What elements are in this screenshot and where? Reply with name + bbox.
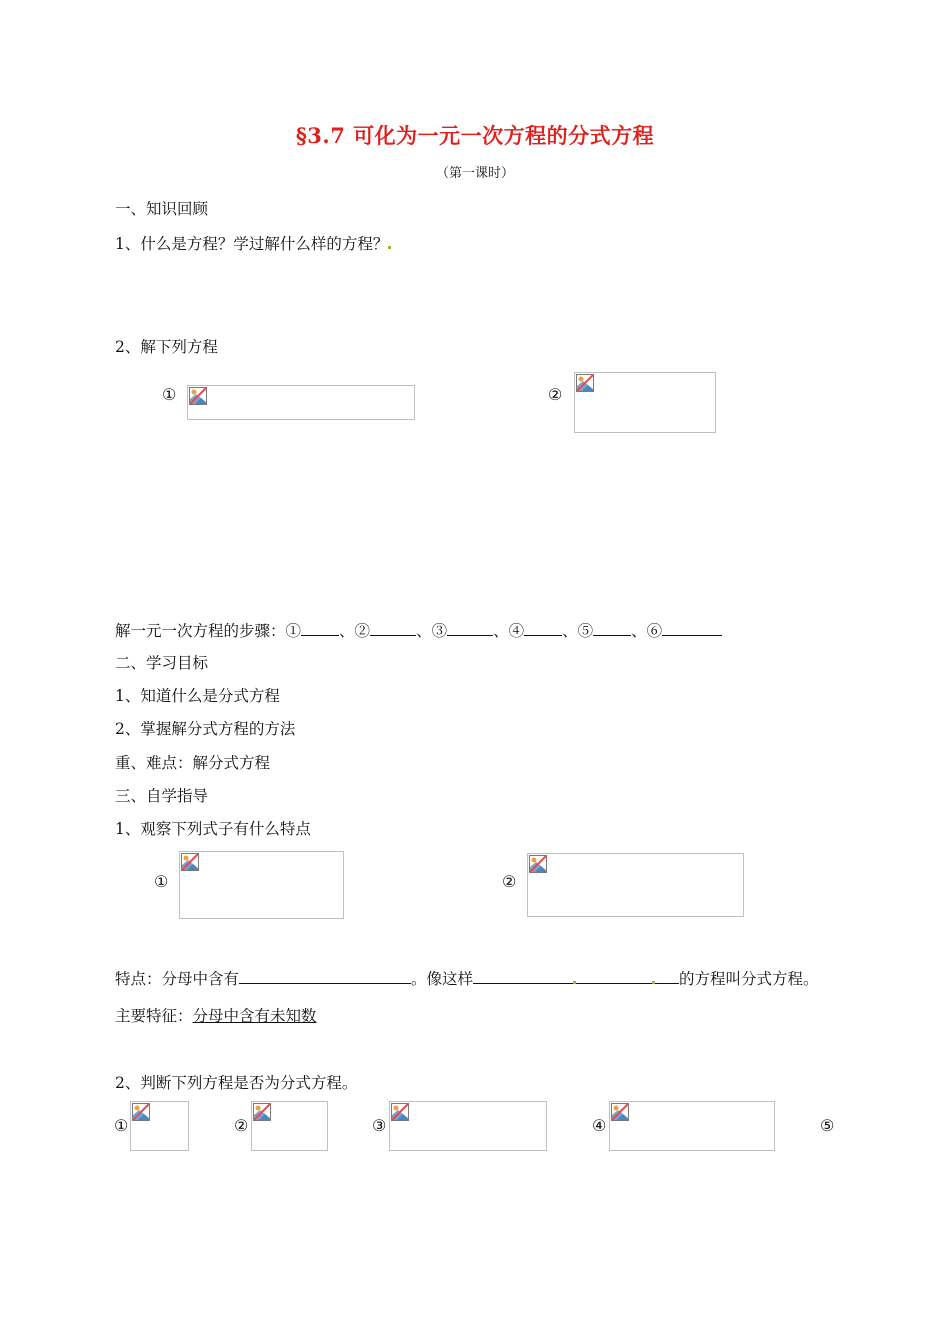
page-subtitle: （第一课时） [435, 166, 514, 181]
step-blank-1[interactable] [301, 621, 339, 636]
goal-2: 2、掌握解分式方程的方法 [115, 720, 296, 738]
broken-image-icon [529, 855, 547, 873]
step-blank-2[interactable] [370, 621, 416, 636]
separator: 、 [631, 622, 647, 640]
judge-image-3 [389, 1101, 547, 1151]
broken-image-icon [132, 1103, 150, 1121]
section2-heading: 二、学习目标 [115, 654, 209, 672]
goal-1: 1、知道什么是分式方程 [115, 687, 280, 705]
broken-image-icon [189, 387, 207, 405]
separator: 、 [339, 622, 355, 640]
step-blank-3[interactable] [447, 621, 493, 636]
equation-image-1 [187, 385, 415, 420]
step-mark-5: ⑤ [577, 622, 594, 640]
page-title: §3.7 可化为一元一次方程的分式方程 [295, 123, 655, 148]
feature-prefix: 特点：分母中含有 [115, 970, 240, 988]
feature-blank-3[interactable] [576, 969, 652, 984]
observe-mark-1: ① [154, 872, 169, 891]
observe-mark-2: ② [502, 872, 517, 891]
observe-image-2 [527, 853, 744, 917]
judge-image-2 [251, 1101, 328, 1151]
step-mark-2: ② [354, 622, 371, 640]
feature-mid: 。像这样 [411, 970, 474, 988]
judge-mark-2: ② [234, 1116, 249, 1135]
judge-mark-4: ④ [592, 1116, 607, 1135]
broken-image-icon [391, 1103, 409, 1121]
section1-question2: 2、解下列方程 [115, 338, 218, 356]
broken-image-icon [181, 853, 199, 871]
section1-heading: 一、知识回顾 [115, 200, 209, 218]
separator: 、 [562, 622, 578, 640]
step-blank-4[interactable] [524, 621, 562, 636]
solve-steps-line [115, 619, 722, 641]
judge-image-1 [130, 1101, 189, 1151]
steps-label: 解一元一次方程的步骤： [115, 622, 286, 640]
step-blank-5[interactable] [593, 621, 631, 636]
key-point: 重、难点：解分式方程 [115, 754, 271, 772]
equation-mark-1: ① [162, 385, 177, 404]
observe-image-1 [179, 851, 344, 919]
feature-blank-1[interactable] [239, 969, 411, 984]
broken-image-icon [576, 374, 594, 392]
separator: 、 [416, 622, 432, 640]
judge-image-4 [609, 1101, 775, 1151]
step-mark-4: ④ [508, 622, 525, 640]
feature-blank-2[interactable] [473, 969, 573, 984]
section3-heading: 三、自学指导 [115, 787, 209, 805]
question1-text: 1、什么是方程？学过解什么样的方程？ [115, 235, 389, 253]
equation-image-2 [574, 372, 716, 433]
broken-image-icon [253, 1103, 271, 1121]
step-blank-6[interactable] [662, 621, 722, 636]
main-feature-line [115, 1004, 317, 1026]
main-feature-value: 分母中含有未知数 [192, 1007, 317, 1025]
judge-mark-5: ⑤ [820, 1116, 835, 1135]
section3-question2: 2、判断下列方程是否为分式方程。 [115, 1074, 358, 1092]
equation-mark-2: ② [548, 385, 563, 404]
main-feature-label: 主要特征： [115, 1007, 193, 1025]
feature-blank-4[interactable] [655, 969, 679, 984]
judge-mark-3: ③ [372, 1116, 387, 1135]
step-mark-3: ③ [431, 622, 448, 640]
feature-line [115, 967, 819, 989]
feature-suffix: 的方程叫分式方程。 [679, 970, 819, 988]
marker-dot [388, 246, 391, 249]
step-mark-6: ⑥ [646, 622, 663, 640]
step-mark-1: ① [285, 622, 302, 640]
section3-question1: 1、观察下列式子有什么特点 [115, 820, 311, 838]
broken-image-icon [611, 1103, 629, 1121]
judge-mark-1: ① [114, 1116, 129, 1135]
separator: 、 [493, 622, 509, 640]
section1-question1 [115, 232, 391, 254]
